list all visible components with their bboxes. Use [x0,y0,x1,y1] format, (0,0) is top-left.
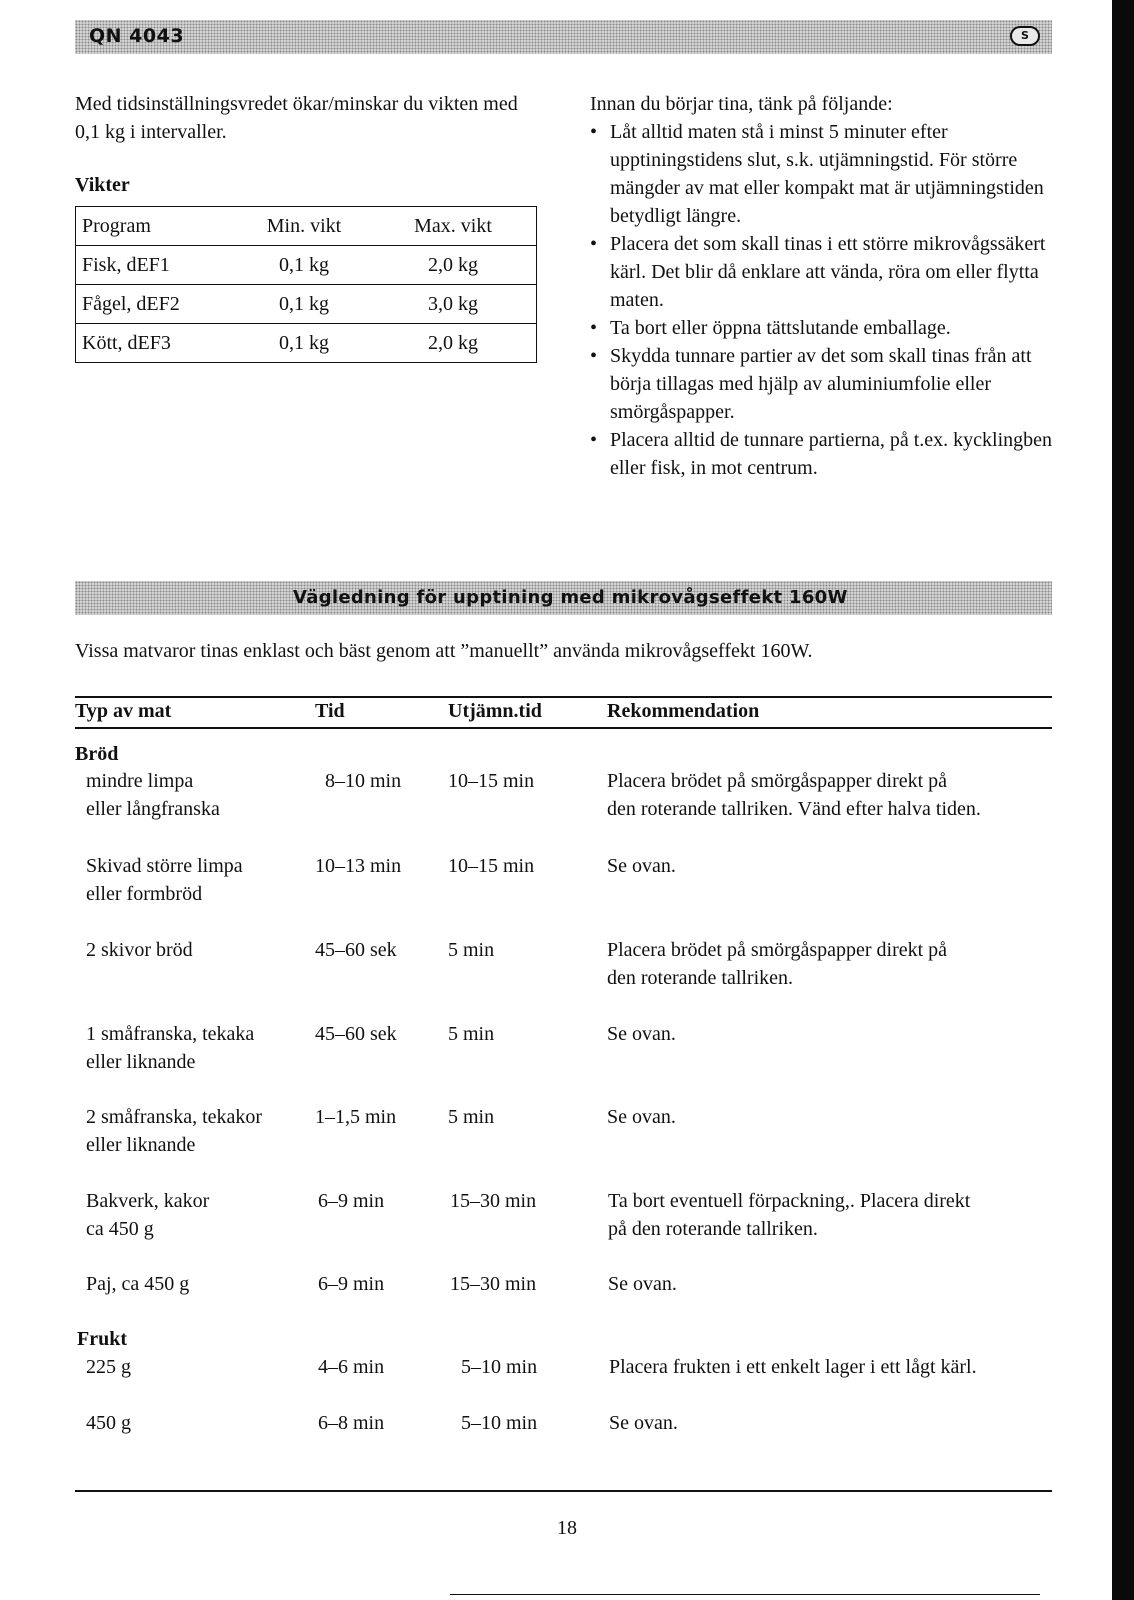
guide-rule-header [75,727,1052,729]
guide-standing: 5 min [448,1023,495,1045]
guide-rule-bottom [75,1490,1052,1492]
guide-standing: 15–30 min [450,1273,537,1295]
section-intro: Vissa matvaror tinas enklast och bäst genom att ”manuellt” använda mikrovågseffekt 160W. [75,640,813,662]
guide-food: 225 g [86,1356,131,1378]
guide-food: Paj, ca 450 g [86,1273,190,1295]
weights-max: 2,0 kg [370,324,537,363]
guide-time: 10–13 min [315,855,402,877]
guide-recommendation: Se ovan. [607,855,676,877]
guide-header-time: Tid [315,700,345,722]
guide-food: 1 småfranska, tekaka eller liknande [86,1023,255,1073]
guide-recommendation: Se ovan. [607,1023,676,1045]
guide-standing: 10–15 min [448,855,535,877]
guide-standing: 15–30 min [450,1190,537,1212]
weights-program: Kött, dEF3 [76,324,239,363]
guide-time: 45–60 sek [315,1023,397,1045]
guide-time: 45–60 sek [315,939,397,961]
weights-min: 0,1 kg [238,324,370,363]
page-number: 18 [557,1517,577,1539]
weights-min: 0,1 kg [238,285,370,324]
tips-bullet: • Placera alltid de tunnare partierna, på t.ex. kycklingben eller fisk, in mot centrum. [590,426,1060,482]
weights-header-row [76,207,537,246]
footer-rule [450,1594,1040,1595]
guide-header-food: Typ av mat [75,700,172,722]
guide-recommendation: Placera brödet på smörgåspapper direkt på den roterande tallriken. [607,939,948,989]
guide-food: Bakverk, kakor ca 450 g [86,1190,210,1240]
section-title: Vägledning för upptining med mikrovågseffekt 160W [293,587,848,608]
category-label: Frukt [77,1328,127,1350]
left-intro: Med tidsinställningsvredet ökar/minskar du vikten med 0,1 kg i intervaller. [75,93,518,143]
guide-standing: 5–10 min [461,1356,538,1378]
guide-standing: 5 min [448,939,495,961]
weights-row [76,324,537,363]
section-header-bar [75,581,1052,615]
guide-recommendation: Se ovan. [607,1106,676,1128]
header-bar [75,20,1052,54]
scan-edge [1112,0,1134,1600]
guide-food: Skivad större limpa eller formbröd [86,855,243,905]
guide-recommendation: Placera frukten i ett enkelt lager i ett lågt kärl. [609,1356,977,1378]
weights-max: 2,0 kg [370,246,537,285]
guide-time: 8–10 min [325,770,402,792]
weights-row [76,246,537,285]
weights-title: Vikter [75,174,130,196]
guide-time: 6–9 min [318,1190,385,1212]
tips-bullet: • Placera det som skall tinas i ett större mikrovågssäkert kärl. Det blir då enklare att vända, röra om eller flytta maten. [590,230,1060,314]
guide-food: 450 g [86,1412,131,1434]
weights-table [75,206,537,363]
weights-header-min: Min. vikt [238,207,370,246]
weights-row [76,285,537,324]
guide-standing: 10–15 min [448,770,535,792]
guide-food: mindre limpa eller långfranska [86,770,220,820]
weights-min: 0,1 kg [238,246,370,285]
category-label: Bröd [75,743,119,765]
model-code: QN 4043 [89,25,185,47]
language-badge-icon: S [1010,26,1040,46]
guide-recommendation: Ta bort eventuell förpackning,. Placera direkt på den roterande tallriken. [608,1190,971,1240]
guide-header-standing: Utjämn.tid [448,700,542,722]
guide-rule-top [75,696,1052,698]
weights-max: 3,0 kg [370,285,537,324]
guide-time: 6–8 min [318,1412,385,1434]
guide-header-recommendation: Rekommendation [607,700,760,722]
weights-header-program: Program [76,207,239,246]
guide-food: 2 småfranska, tekakor eller liknande [86,1106,263,1156]
guide-food: 2 skivor bröd [86,939,193,961]
thawing-tips [590,90,1060,482]
guide-recommendation: Placera brödet på smörgåspapper direkt på den roterande tallriken. Vänd efter halva tiden. [607,770,981,820]
guide-time: 1–1,5 min [315,1106,397,1128]
weights-program: Fågel, dEF2 [76,285,239,324]
tips-bullet: • Ta bort eller öppna tättslutande emballage. [590,314,1060,342]
tips-list [590,118,1060,482]
weights-header-max: Max. vikt [370,207,537,246]
guide-recommendation: Se ovan. [608,1273,677,1295]
guide-standing: 5 min [448,1106,495,1128]
guide-time: 4–6 min [318,1356,385,1378]
tips-bullet: • Låt alltid maten stå i minst 5 minuter efter upptiningstidens slut, s.k. utjämningstid. För större mängder av mat eller kompakt mat är utjämningstiden betydligt längre. [590,118,1060,230]
tips-intro: Innan du börjar tina, tänk på följande: [590,93,893,115]
guide-recommendation: Se ovan. [609,1412,678,1434]
tips-bullet: • Skydda tunnare partier av det som skall tinas från att börja tillagas med hjälp av aluminiumfolie eller smörgåspapper. [590,342,1060,426]
guide-time: 6–9 min [318,1273,385,1295]
weights-program: Fisk, dEF1 [76,246,239,285]
guide-standing: 5–10 min [461,1412,538,1434]
